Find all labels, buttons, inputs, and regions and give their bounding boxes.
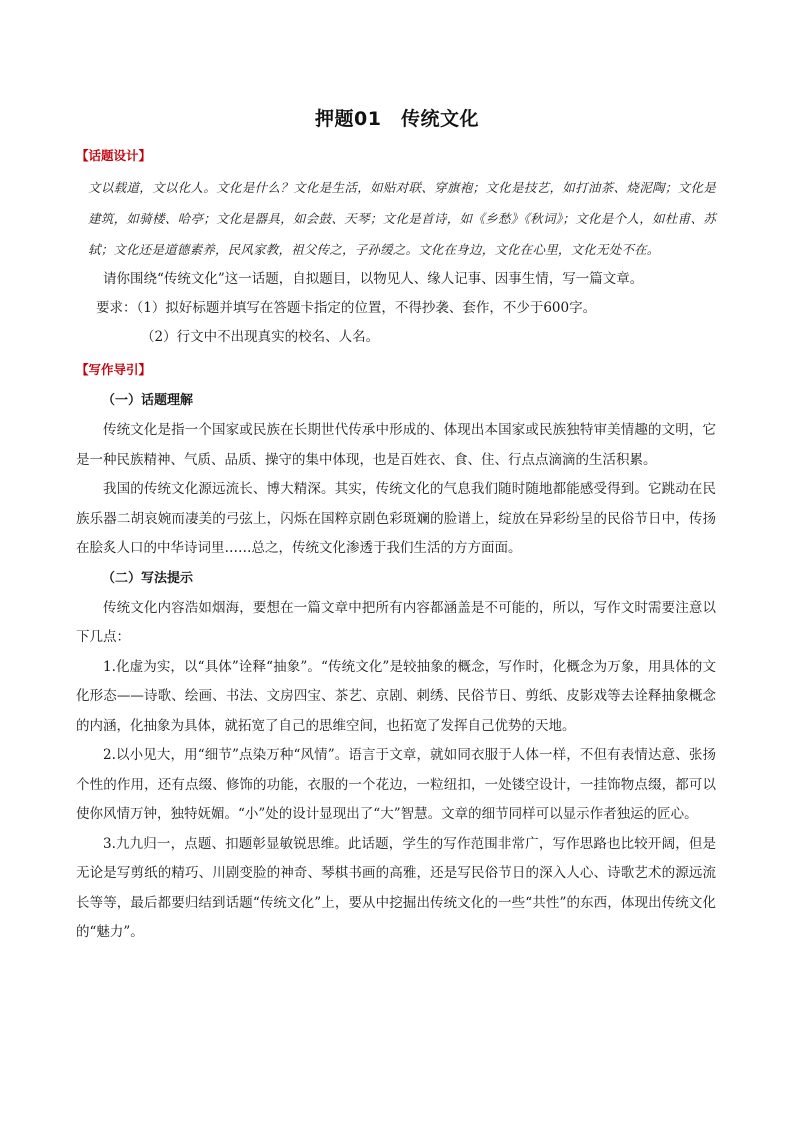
tips-paragraph: 2.以小见大，用“细节”点染万种“风情”。语言于文章，就如同衣服于人体一样，不但有表情达意、张扬个性的作用，还有点缀、修饰的功能，衣服的一个花边，一粒纽扣，一处镂空设计，一挂饰物点缀，都可以使你风情万钟，独特妩媚。“小”处的设计显现出了“大”智慧。文章的细节同样可以显示作者独运的匠心。 [76, 747, 716, 822]
section-heading-topic-design: 【话题设计】 [76, 148, 152, 163]
tips-paragraph: 1.化虚为实，以“具体”诠释“抽象”。“传统文化”是较抽象的概念，写作时，化概念为万象，用具体的文化形态——诗歌、绘画、书法、文房四宝、茶艺、京剧、刺绣、民俗节日、剪纸、皮影戏等去诠释抽象概念的内涵，化抽象为具体，就拓宽了自己的思维空间，也拓宽了发挥自己优势的天地。 [76, 658, 716, 734]
tips-paragraph: 传统文化内容浩如烟海，要想在一篇文章中把所有内容都涵盖是不可能的，所以，写作文时需要注意以下几点： [76, 599, 716, 645]
page-title: 押题01 传统文化 [315, 108, 479, 130]
subheading-writing-tips: （二）写法提示 [102, 570, 194, 586]
subheading-topic-understanding: （一）话题理解 [102, 393, 194, 408]
understanding-paragraph: 传统文化是指一个国家或民族在长期世代传承中形成的、体现出本国家或民族独特审美情趣的文明，它是一种民族精神、气质、品质、操守的集中体现，也是百姓衣、食、住、行点点滴滴的生活积累。 [76, 422, 716, 468]
topic-prompt: 请你围绕“传统文化”这一话题，自拟题目，以物见人、缘人记事、因事生情，写一篇文章。 [103, 271, 644, 287]
document-body [76, 146, 716, 948]
section-heading-writing-guide: 【写作导引】 [76, 362, 152, 377]
requirement-2: （2）行文中不出现真实的校名、人名。 [141, 329, 380, 345]
tips-paragraph: 3.九九归一，点题、扣题彰显敏锐思维。此话题，学生的写作范围非常广，写作思路也比较开阔，但是无论是写剪纸的精巧、川剧变脸的神奇、琴棋书画的高雅，还是写民俗节日的深入人心、诗歌艺术的源远流长等等，最后都要归结到话题“传统文化”上，要从中挖掘出传统文化的一些“共性”的东西，体现出传统文化的“魅力”。 [76, 835, 716, 940]
understanding-paragraph: 我国的传统文化源远流长、博大精深。其实，传统文化的气息我们随时随地都能感受得到。它跳动在民族乐器二胡哀婉而凄美的弓弦上，闪烁在国粹京剧色彩斑斓的脸谱上，绽放在异彩纷呈的民俗节日中，传扬在脍炙人口的中华诗词里……总之，传统文化渗透于我们生活的方方面面。 [76, 481, 716, 556]
topic-handwritten-text: 文以载道，文以化人。文化是什么？文化是生活，如贴对联、穿旗袍；文化是技艺，如打油茶、烧泥陶；文化是建筑，如骑楼、哈亭；文化是器具，如会鼓、天琴；文化是首诗，如《乡愁》《秋词》；文化是个人，如杜甫、苏轼；文化还是道德素养，民风家教，祖父传之，子孙缓之。文化在身边，文化在心里，文化无处不在。 [88, 180, 716, 257]
requirement-1: 要求：（1）拟好标题并填写在答题卡指定的位置，不得抄袭、套作，不少于600字。 [96, 300, 597, 316]
